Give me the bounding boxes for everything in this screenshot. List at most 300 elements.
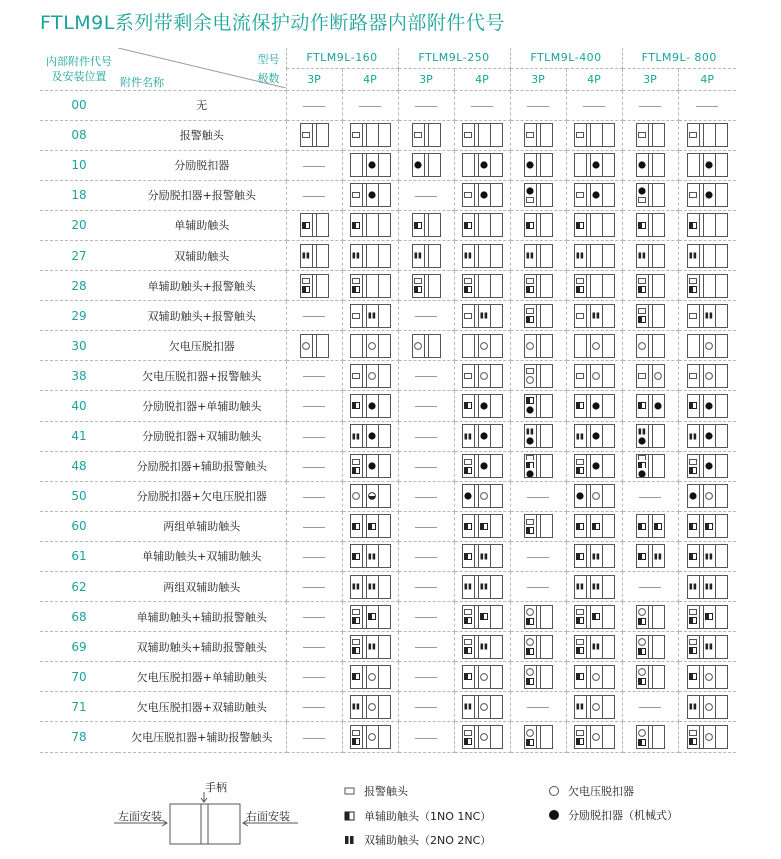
alarm-contact-icon — [576, 609, 584, 615]
accessory-name: 分励脱扣器+欠电压脱扣器 — [118, 481, 286, 511]
breaker-compartment — [688, 154, 699, 176]
breaker-diagram — [574, 274, 615, 298]
accessory-cell — [678, 602, 736, 632]
breaker-compartment — [715, 425, 727, 447]
accessory-code: 48 — [40, 451, 118, 481]
double-aux-contact-icon — [654, 553, 662, 560]
breaker-diagram — [636, 244, 665, 268]
alarm-contact-icon — [344, 786, 356, 796]
accessory-name: 单辅助触头 — [118, 210, 286, 240]
alarm-contact-icon — [302, 278, 310, 284]
alarm-contact-icon — [352, 192, 360, 198]
not-available-dash — [415, 647, 437, 648]
breaker-diagram — [574, 244, 615, 268]
accessory-cell — [454, 90, 510, 120]
accessory-cell — [622, 90, 678, 120]
shunt-release-icon — [638, 187, 646, 195]
breaker-diagram — [412, 274, 441, 298]
breaker-compartment — [602, 606, 614, 628]
breaker-compartment — [575, 636, 586, 658]
single-aux-contact-icon — [654, 523, 662, 530]
breaker-compartment — [704, 154, 715, 176]
breaker-compartment — [378, 485, 390, 507]
single-aux-contact-icon — [526, 222, 534, 229]
double-aux-contact-icon — [576, 583, 584, 590]
breaker-compartment — [479, 154, 490, 176]
alarm-contact-icon — [464, 373, 472, 379]
single-aux-contact-icon — [414, 222, 422, 229]
breaker-diagram — [462, 424, 503, 448]
accessory-cell — [622, 271, 678, 301]
accessory-code: 18 — [40, 180, 118, 210]
breaker-compartment — [602, 455, 614, 477]
breaker-compartment — [317, 335, 328, 357]
shunt-release-icon — [592, 432, 600, 440]
table-row — [40, 301, 736, 331]
not-available-dash — [303, 196, 325, 197]
breaker-diagram — [524, 605, 553, 629]
accessory-cell — [510, 451, 566, 481]
breaker-diagram — [524, 635, 553, 659]
name-label: 附件名称 — [120, 76, 164, 89]
breaker-diagram — [524, 394, 553, 418]
breaker-compartment — [351, 154, 362, 176]
accessory-code: 10 — [40, 150, 118, 180]
breaker-diagram — [574, 454, 615, 478]
accessory-cell — [398, 210, 454, 240]
double-aux-contact-icon — [352, 433, 360, 440]
single-aux-contact-icon — [352, 286, 360, 293]
accessory-cell — [510, 240, 566, 270]
accessory-cell — [678, 240, 736, 270]
breaker-diagram — [462, 484, 503, 508]
breaker-compartment — [637, 515, 648, 537]
single-aux-contact-icon — [464, 673, 472, 680]
breaker-compartment — [463, 485, 474, 507]
shunt-release-icon — [592, 191, 600, 199]
accessory-name: 两组单辅助触头 — [118, 511, 286, 541]
breaker-compartment — [637, 395, 648, 417]
pole-header: 4P — [342, 68, 398, 90]
breaker-diagram — [462, 183, 503, 207]
breaker-compartment — [429, 214, 440, 236]
breaker-compartment — [351, 455, 362, 477]
breaker-compartment — [378, 305, 390, 327]
breaker-diagram — [350, 665, 391, 689]
alarm-contact-icon — [352, 278, 360, 284]
breaker-diagram — [574, 123, 615, 147]
undervoltage-release-icon — [526, 608, 534, 616]
breaker-compartment — [715, 395, 727, 417]
breaker-diagram — [524, 244, 553, 268]
accessory-cell — [566, 451, 622, 481]
breaker-compartment — [575, 365, 586, 387]
breaker-compartment — [637, 606, 648, 628]
undervoltage-release-icon — [414, 342, 422, 350]
table-row — [40, 90, 736, 120]
accessory-cell — [342, 331, 398, 361]
table-row — [40, 421, 736, 451]
breaker-compartment — [351, 305, 362, 327]
single-aux-contact-icon — [526, 527, 534, 534]
breaker-diagram — [462, 665, 503, 689]
accessory-cell — [510, 722, 566, 752]
breaker-compartment — [351, 606, 362, 628]
breaker-compartment — [637, 666, 648, 688]
breaker-compartment — [525, 124, 536, 146]
single-aux-contact-icon — [689, 617, 697, 624]
breaker-diagram — [462, 725, 503, 749]
single-aux-contact-icon — [352, 673, 360, 680]
breaker-compartment — [715, 275, 727, 297]
shunt-release-icon — [526, 406, 534, 414]
breaker-compartment — [463, 576, 474, 598]
table-row — [40, 210, 736, 240]
breaker-compartment — [479, 515, 490, 537]
breaker-diagram — [687, 695, 728, 719]
single-aux-contact-icon — [526, 739, 534, 746]
single-aux-contact-icon — [480, 613, 488, 620]
not-available-dash — [303, 738, 325, 739]
single-aux-contact-icon — [689, 647, 697, 654]
accessory-name: 分励脱扣器+辅助报警触头 — [118, 451, 286, 481]
breaker-diagram — [524, 424, 553, 448]
breaker-compartment — [490, 606, 502, 628]
accessory-name: 双辅助触头 — [118, 240, 286, 270]
single-aux-contact-icon — [526, 648, 534, 655]
single-aux-contact-icon — [352, 467, 360, 474]
breaker-compartment — [602, 305, 614, 327]
breaker-compartment — [688, 124, 699, 146]
single-aux-contact-icon — [464, 402, 472, 409]
accessory-cell — [342, 541, 398, 571]
not-available-dash — [303, 316, 325, 317]
breaker-compartment — [367, 726, 378, 748]
not-available-dash — [415, 316, 437, 317]
accessory-name: 无 — [118, 90, 286, 120]
not-available-dash — [415, 677, 437, 678]
accessory-cell — [342, 301, 398, 331]
breaker-compartment — [715, 305, 727, 327]
breaker-compartment — [541, 214, 552, 236]
breaker-compartment — [479, 726, 490, 748]
alarm-contact-icon — [526, 519, 534, 525]
breaker-diagram — [412, 123, 441, 147]
breaker-compartment — [367, 214, 378, 236]
alarm-contact-icon — [638, 197, 646, 203]
accessory-cell — [622, 481, 678, 511]
breaker-compartment — [479, 636, 490, 658]
accessory-cell — [286, 90, 342, 120]
single-aux-contact-icon — [576, 523, 584, 530]
accessory-cell — [398, 271, 454, 301]
breaker-compartment — [541, 395, 552, 417]
single-aux-contact-icon — [576, 673, 584, 680]
not-available-dash — [415, 467, 437, 468]
breaker-compartment — [688, 214, 699, 236]
breaker-compartment — [525, 515, 536, 537]
breaker-compartment — [541, 245, 552, 267]
single-aux-contact-icon — [480, 523, 488, 530]
breaker-compartment — [317, 245, 328, 267]
not-available-dash — [415, 617, 437, 618]
alarm-contact-icon — [352, 730, 360, 736]
breaker-compartment — [413, 214, 424, 236]
breaker-compartment — [715, 515, 727, 537]
breaker-compartment — [591, 606, 602, 628]
accessory-cell — [286, 301, 342, 331]
accessory-cell — [398, 541, 454, 571]
breaker-compartment — [525, 455, 536, 477]
accessory-cell — [566, 391, 622, 421]
breaker-diagram — [687, 153, 728, 177]
accessory-code: 41 — [40, 421, 118, 451]
breaker-compartment — [602, 365, 614, 387]
accessory-cell — [510, 150, 566, 180]
not-available-dash — [527, 557, 549, 558]
breaker-compartment — [479, 245, 490, 267]
breaker-diagram — [350, 514, 391, 538]
accessory-cell — [286, 391, 342, 421]
breaker-compartment — [367, 395, 378, 417]
breaker-compartment — [378, 606, 390, 628]
alarm-contact-icon — [352, 313, 360, 319]
breaker-compartment — [575, 245, 586, 267]
not-available-dash — [415, 437, 437, 438]
accessory-cell — [454, 240, 510, 270]
undervoltage-release-icon — [526, 638, 534, 646]
single-aux-contact-icon — [592, 613, 600, 620]
alarm-contact-icon — [352, 459, 360, 465]
accessory-cell — [678, 120, 736, 150]
breaker-compartment — [429, 335, 440, 357]
not-available-dash — [303, 406, 325, 407]
accessory-cell — [454, 632, 510, 662]
alarm-contact-icon — [576, 373, 584, 379]
breaker-compartment — [463, 214, 474, 236]
double-aux-contact-icon — [368, 643, 376, 650]
undervoltage-release-icon — [638, 668, 646, 676]
undervoltage-release-icon — [705, 673, 713, 681]
breaker-compartment — [704, 696, 715, 718]
breaker-compartment — [704, 636, 715, 658]
undervoltage-release-icon — [480, 673, 488, 681]
accessory-cell — [398, 180, 454, 210]
not-available-dash — [415, 557, 437, 558]
double-aux-contact-icon — [576, 703, 584, 710]
double-aux-contact-icon — [705, 583, 713, 590]
single-aux-contact-icon — [576, 286, 584, 293]
breaker-compartment — [653, 726, 664, 748]
breaker-compartment — [367, 666, 378, 688]
shunt-release-icon — [368, 161, 376, 169]
shunt-release-icon — [414, 161, 422, 169]
breaker-compartment — [378, 365, 390, 387]
double-aux-contact-icon — [705, 643, 713, 650]
breaker-compartment — [378, 515, 390, 537]
not-available-dash — [303, 497, 325, 498]
breaker-compartment — [575, 124, 586, 146]
breaker-compartment — [413, 275, 424, 297]
accessory-cell — [454, 271, 510, 301]
breaker-compartment — [378, 545, 390, 567]
legend-alarm: 报警触头 — [344, 783, 408, 799]
accessory-name: 分励脱扣器 — [118, 150, 286, 180]
pole-header: 4P — [678, 68, 736, 90]
breaker-diagram — [687, 544, 728, 568]
breaker-compartment — [637, 305, 648, 327]
double-aux-contact-icon — [414, 252, 422, 259]
alarm-contact-icon — [689, 730, 697, 736]
not-available-dash — [359, 106, 381, 107]
double-aux-contact-icon — [480, 553, 488, 560]
breaker-compartment — [463, 124, 474, 146]
breaker-compartment — [301, 275, 312, 297]
breaker-compartment — [378, 455, 390, 477]
double-aux-contact-icon — [576, 252, 584, 259]
breaker-compartment — [653, 545, 664, 567]
breaker-compartment — [704, 124, 715, 146]
breaker-diagram — [574, 183, 615, 207]
accessory-cell — [566, 180, 622, 210]
single-aux-contact-icon — [638, 523, 646, 530]
accessory-name: 单辅助触头+双辅助触头 — [118, 541, 286, 571]
accessory-code: 70 — [40, 662, 118, 692]
breaker-compartment — [351, 696, 362, 718]
code-header — [40, 48, 118, 90]
breaker-compartment — [704, 606, 715, 628]
shunt-release-icon — [480, 191, 488, 199]
breaker-diagram — [574, 514, 615, 538]
table-row — [40, 271, 736, 301]
breaker-compartment — [490, 335, 502, 357]
breaker-compartment — [575, 275, 586, 297]
breaker-compartment — [653, 425, 664, 447]
shunt-release-icon — [638, 437, 646, 445]
alarm-contact-icon — [689, 609, 697, 615]
accessory-cell — [286, 240, 342, 270]
double-aux-contact-icon — [689, 703, 697, 710]
alarm-contact-icon — [464, 278, 472, 284]
breaker-compartment — [704, 184, 715, 206]
shunt-release-icon — [592, 161, 600, 169]
shunt-release-icon — [638, 161, 646, 169]
poles-label: 极数 — [257, 72, 280, 85]
breaker-compartment — [463, 666, 474, 688]
accessory-cell — [678, 90, 736, 120]
breaker-compartment — [637, 455, 648, 477]
single-aux-contact-icon — [638, 286, 646, 293]
breaker-compartment — [688, 545, 699, 567]
breaker-compartment — [602, 335, 614, 357]
model-header: FTLM9L-400 — [510, 48, 622, 68]
shunt-release-icon — [464, 492, 472, 500]
double-aux-contact-icon — [368, 312, 376, 319]
breaker-diagram — [574, 213, 615, 237]
accessory-cell — [454, 361, 510, 391]
accessory-cell — [566, 90, 622, 120]
double-aux-contact-icon — [689, 583, 697, 590]
pole-header: 3P — [510, 68, 566, 90]
double-aux-contact-icon — [592, 583, 600, 590]
breaker-compartment — [688, 245, 699, 267]
accessory-cell — [566, 120, 622, 150]
undervoltage-release-icon — [480, 733, 488, 741]
accessory-cell — [566, 481, 622, 511]
accessory-cell — [622, 662, 678, 692]
accessory-cell — [454, 511, 510, 541]
breaker-diagram — [687, 635, 728, 659]
breaker-diagram — [574, 394, 615, 418]
single-aux-contact-icon — [464, 467, 472, 474]
breaker-compartment — [463, 395, 474, 417]
breaker-compartment — [525, 245, 536, 267]
breaker-compartment — [704, 425, 715, 447]
alarm-contact-icon — [526, 455, 534, 460]
breaker-compartment — [301, 124, 312, 146]
breaker-compartment — [688, 576, 699, 598]
breaker-compartment — [463, 726, 474, 748]
breaker-compartment — [637, 184, 648, 206]
double-aux-contact-icon — [368, 583, 376, 590]
accessory-cell — [510, 481, 566, 511]
breaker-compartment — [575, 545, 586, 567]
breaker-diagram — [462, 394, 503, 418]
alarm-contact-icon — [689, 192, 697, 198]
pole-header: 4P — [566, 68, 622, 90]
breaker-diagram — [574, 605, 615, 629]
accessory-cell — [622, 150, 678, 180]
table-row — [40, 722, 736, 752]
breaker-diagram — [636, 665, 665, 689]
shunt-release-icon — [654, 402, 662, 410]
breaker-compartment — [479, 425, 490, 447]
undervoltage-release-icon — [592, 342, 600, 350]
not-available-dash — [639, 587, 661, 588]
breaker-compartment — [591, 666, 602, 688]
breaker-diagram — [636, 514, 665, 538]
shunt-undervoltage-icon — [368, 492, 376, 500]
breaker-compartment — [479, 455, 490, 477]
breaker-compartment — [637, 214, 648, 236]
single-aux-contact-icon — [638, 402, 646, 409]
breaker-compartment — [351, 184, 362, 206]
breaker-compartment — [704, 455, 715, 477]
breaker-compartment — [351, 545, 362, 567]
accessory-cell — [622, 120, 678, 150]
accessory-cell — [678, 722, 736, 752]
breaker-compartment — [413, 245, 424, 267]
undervoltage-release-icon — [480, 492, 488, 500]
breaker-compartment — [479, 545, 490, 567]
breaker-compartment — [351, 726, 362, 748]
breaker-compartment — [704, 365, 715, 387]
accessory-code: 50 — [40, 481, 118, 511]
breaker-compartment — [575, 395, 586, 417]
accessory-code: 20 — [40, 210, 118, 240]
undervoltage-release-icon — [638, 638, 646, 646]
breaker-compartment — [575, 515, 586, 537]
breaker-compartment — [378, 666, 390, 688]
accessory-cell — [454, 451, 510, 481]
shunt-release-icon — [480, 402, 488, 410]
not-available-dash — [303, 527, 325, 528]
shunt-release-icon — [548, 809, 560, 821]
accessory-cell — [454, 572, 510, 602]
accessory-cell — [454, 210, 510, 240]
single-aux-contact-icon — [638, 739, 646, 746]
breaker-compartment — [602, 696, 614, 718]
